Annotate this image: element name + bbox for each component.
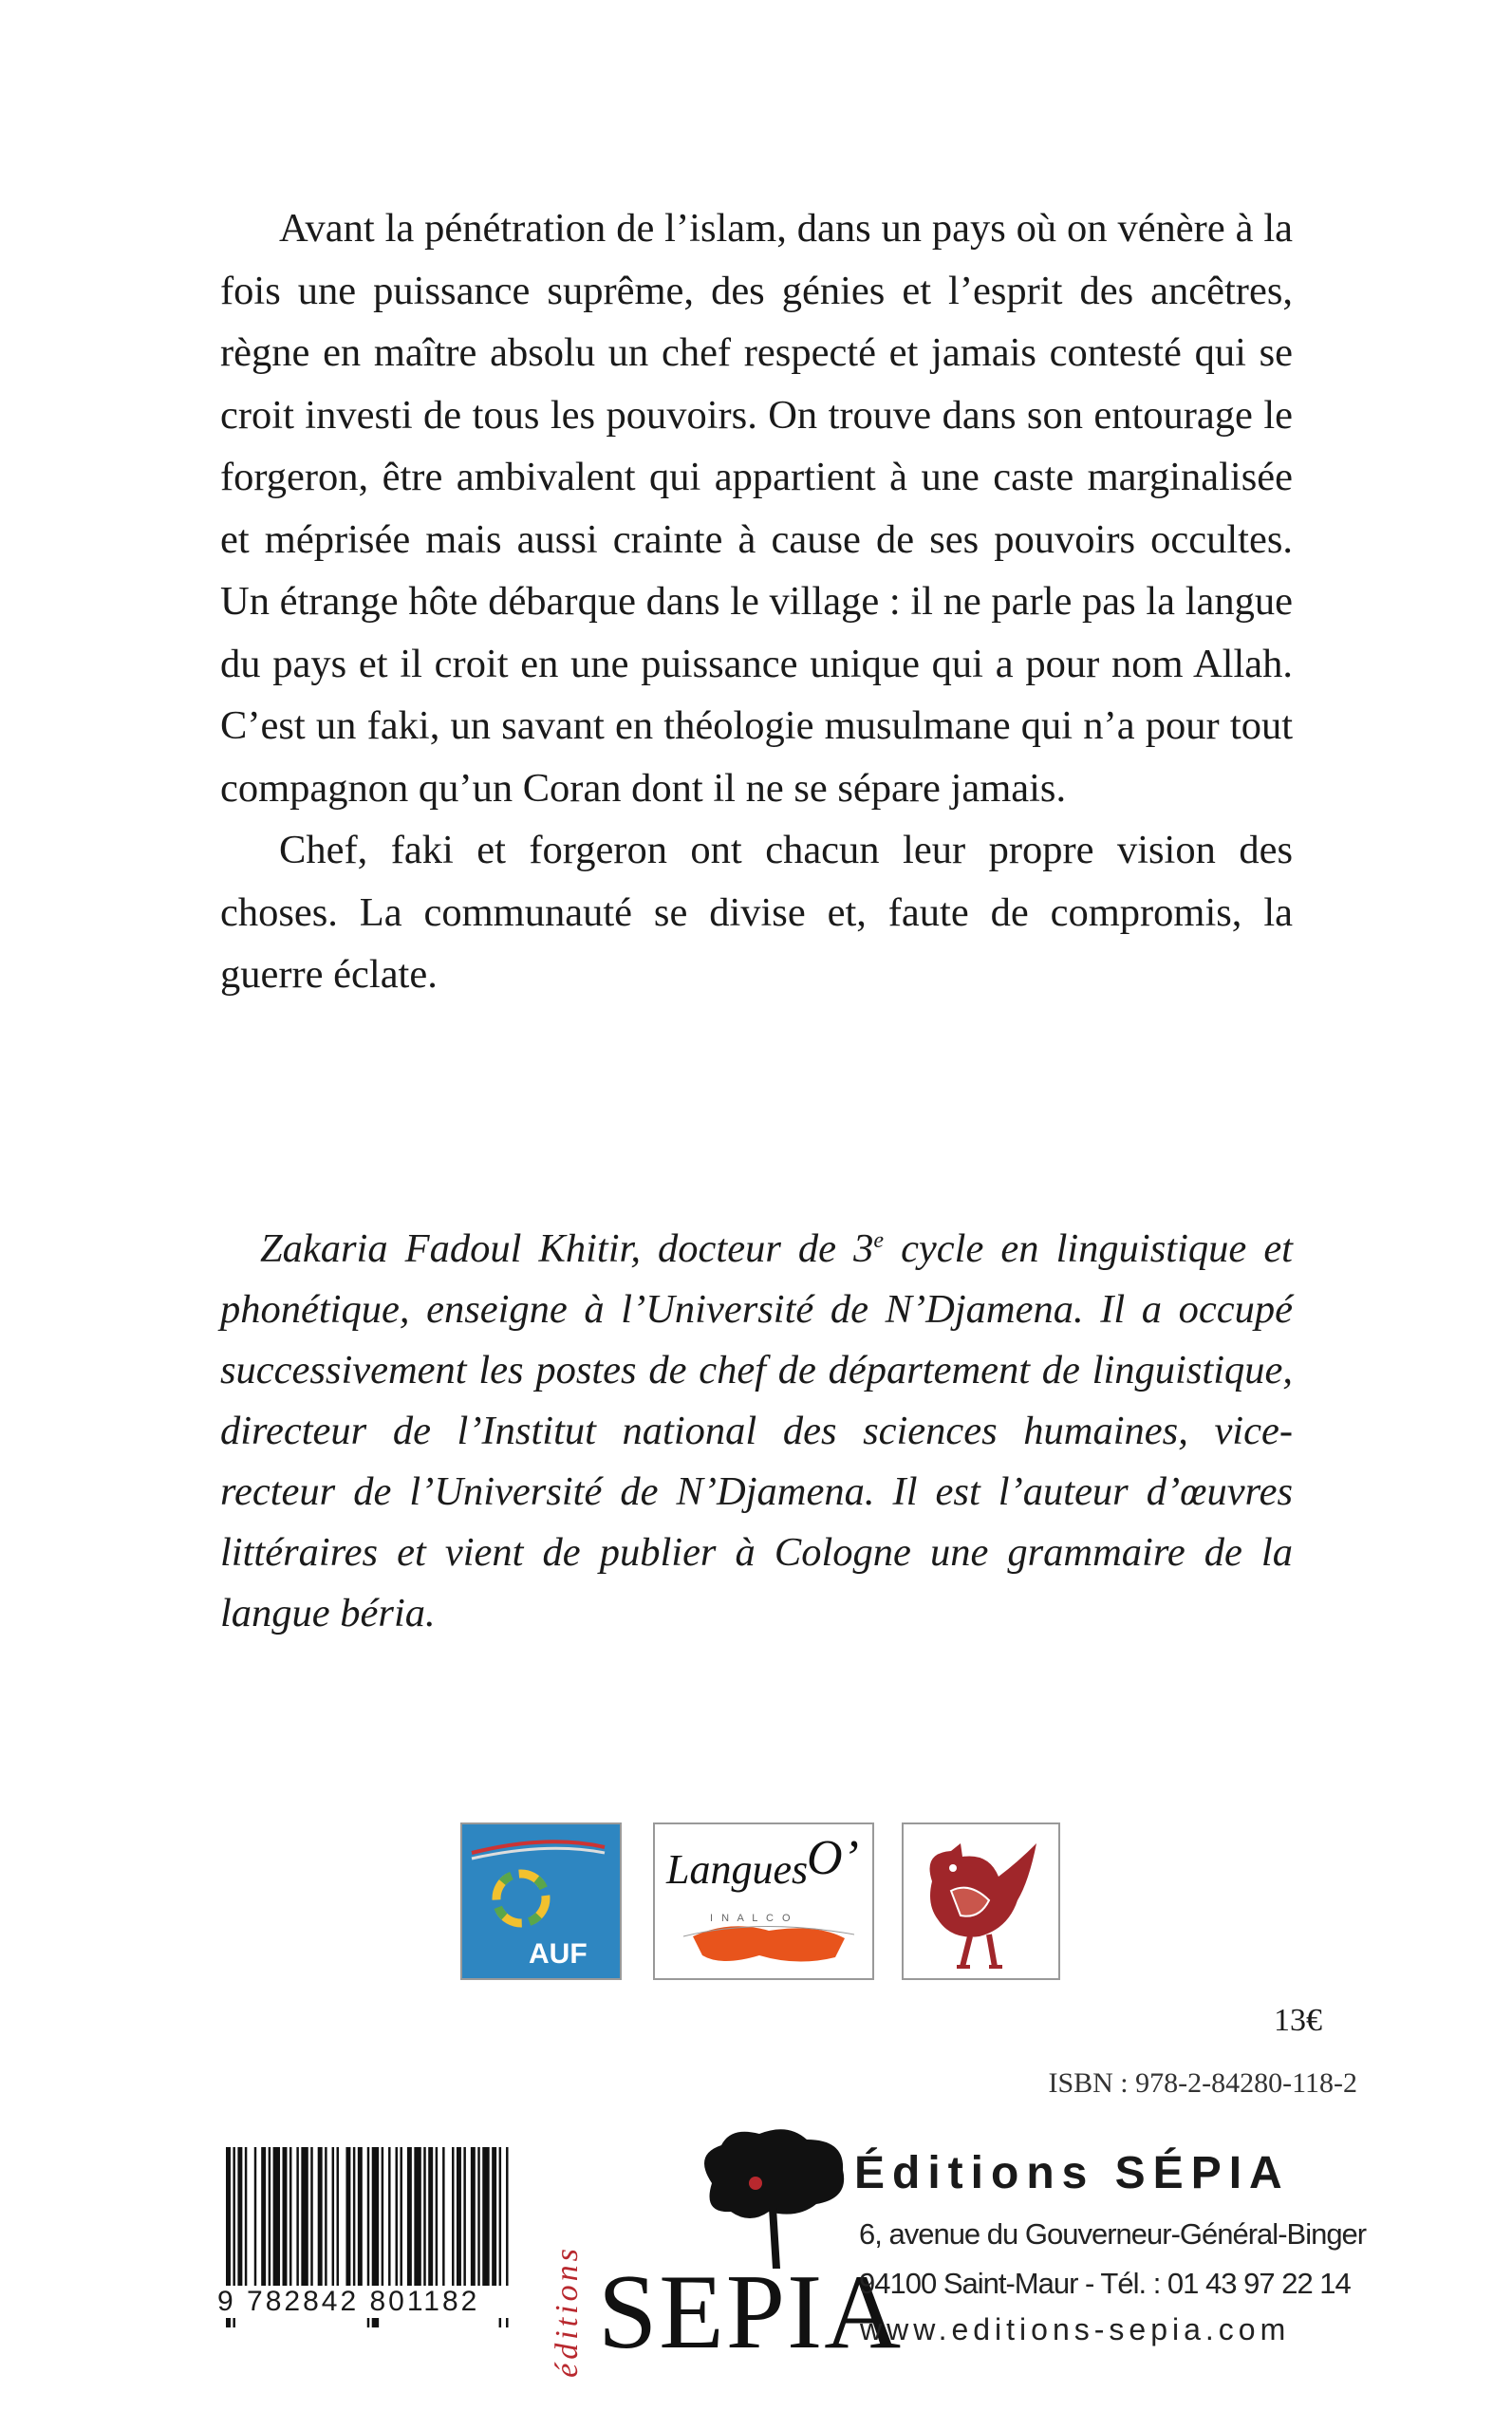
barcode-bar bbox=[261, 2147, 266, 2290]
barcode-bar bbox=[296, 2147, 298, 2290]
barcode-bar bbox=[423, 2147, 425, 2290]
barcode-bar bbox=[407, 2147, 412, 2290]
barcode-bar bbox=[388, 2147, 390, 2290]
barcode-bar bbox=[269, 2147, 271, 2290]
barcode-bar bbox=[492, 2147, 496, 2290]
barcode-bar bbox=[436, 2147, 438, 2290]
barcode-bar bbox=[471, 2147, 476, 2290]
barcode-bar bbox=[477, 2147, 479, 2290]
barcode-bar bbox=[254, 2147, 256, 2290]
inalco-label: I N A L C O bbox=[710, 1913, 793, 1924]
barcode-bar bbox=[318, 2147, 323, 2290]
barcode-bar bbox=[325, 2147, 327, 2290]
barcode-bar bbox=[245, 2147, 247, 2290]
langues-o-label: O’ bbox=[807, 1831, 859, 1885]
barcode-bar bbox=[283, 2147, 288, 2290]
auf-logo bbox=[460, 1822, 622, 1980]
tree-logo-icon bbox=[693, 2126, 849, 2269]
blurb bbox=[220, 197, 1293, 1006]
barcode-bar bbox=[396, 2147, 398, 2290]
publisher-address: 6, avenue du Gouverneur-Général-Binger bbox=[859, 2217, 1367, 2251]
author-bio-superscript: e bbox=[873, 1228, 884, 1253]
rooster-icon bbox=[904, 1824, 1058, 1978]
world-map-icon bbox=[693, 1926, 845, 1961]
barcode-bar bbox=[428, 2147, 433, 2290]
barcode-bar bbox=[353, 2147, 355, 2290]
price: 13€ bbox=[1274, 2003, 1322, 2038]
barcode-bar bbox=[337, 2147, 339, 2290]
barcode-bar bbox=[301, 2147, 308, 2290]
barcode-bar bbox=[382, 2147, 383, 2290]
sepia-logo-word: SEPIA bbox=[598, 2253, 904, 2371]
publisher-city-phone: 94100 Saint-Maur - Tél. : 01 43 97 22 14 bbox=[859, 2267, 1351, 2300]
barcode-bar bbox=[414, 2147, 420, 2290]
barcode-bar bbox=[273, 2147, 280, 2290]
author-bio-text-start: Zakaria Fadoul Khitir, docteur de 3 bbox=[260, 1226, 874, 1272]
langues-o-logo bbox=[653, 1822, 874, 1980]
barcode-bar bbox=[289, 2147, 291, 2290]
barcode-bar bbox=[452, 2147, 454, 2290]
barcode-bar bbox=[442, 2147, 444, 2290]
editions-vertical-label bbox=[539, 2212, 596, 2411]
barcode-digits: 9 782842 801182 bbox=[217, 2286, 521, 2318]
barcode-bar bbox=[345, 2147, 350, 2290]
author-bio-text-end: cycle en linguistique et phonétique, enseigne à l’Université de N’Djamena. Il a occupé successivement les postes de chef de département de linguistique, directeur de l’Institut national des sciences humaines, vice-recteur de l’Université de N’Djamena. Il est l’auteur d’œuvres littéraires et vient de publier à Cologne une grammaire de la langue béria. bbox=[220, 1226, 1293, 1636]
publisher-website[interactable]: www.editions-sepia.com bbox=[860, 2312, 1291, 2346]
publisher-name: Éditions SÉPIA bbox=[854, 2148, 1290, 2198]
barcode-bar bbox=[237, 2147, 242, 2290]
barcode-bar bbox=[400, 2147, 401, 2290]
barcode-bar bbox=[457, 2147, 461, 2290]
editions-vertical-text: éditions bbox=[550, 2245, 585, 2378]
barcode-bar bbox=[332, 2147, 334, 2290]
auf-label: AUF bbox=[529, 1938, 588, 1970]
langues-label: Langues bbox=[666, 1846, 809, 1893]
isbn: ISBN : 978-2-84280-118-2 bbox=[1048, 2067, 1357, 2099]
author-bio bbox=[220, 1210, 1293, 1644]
blurb-paragraph-1: Avant la pénétration de l’islam, dans un pays où on vénère à la fois une puissance suprême, des génies et l’esprit des ancêtres, règne en maître absolu un chef respecté et jamais contesté qui se croit investi de tous les pouvoirs. On trouve dans son entourage le forgeron, être ambivalent qui appartient à une caste marginalisée et méprisée mais aussi crainte à cause de ses pouvoirs occultes. Un étrange hôte débarque dans le village : il ne parle pas la langue du pays et il croit en une puissance unique qui a pour nom Allah. C’est un faki, un savant en théologie musulmane qui n’a pour tout compagnon qu’un Coran dont il ne se sépare jamais. bbox=[220, 206, 1293, 811]
blurb-paragraph-2: Chef, faki et forgeron ont chacun leur propre vision des choses. La communauté se divise et, faute de compromis, la guerre éclate. bbox=[220, 828, 1293, 997]
barcode-bar bbox=[310, 2147, 312, 2290]
barcode-bar bbox=[482, 2147, 489, 2290]
bird-logo bbox=[902, 1822, 1060, 1980]
auf-emblem bbox=[462, 1824, 620, 1978]
barcode-bar bbox=[463, 2147, 465, 2290]
barcode-bar bbox=[358, 2147, 363, 2290]
